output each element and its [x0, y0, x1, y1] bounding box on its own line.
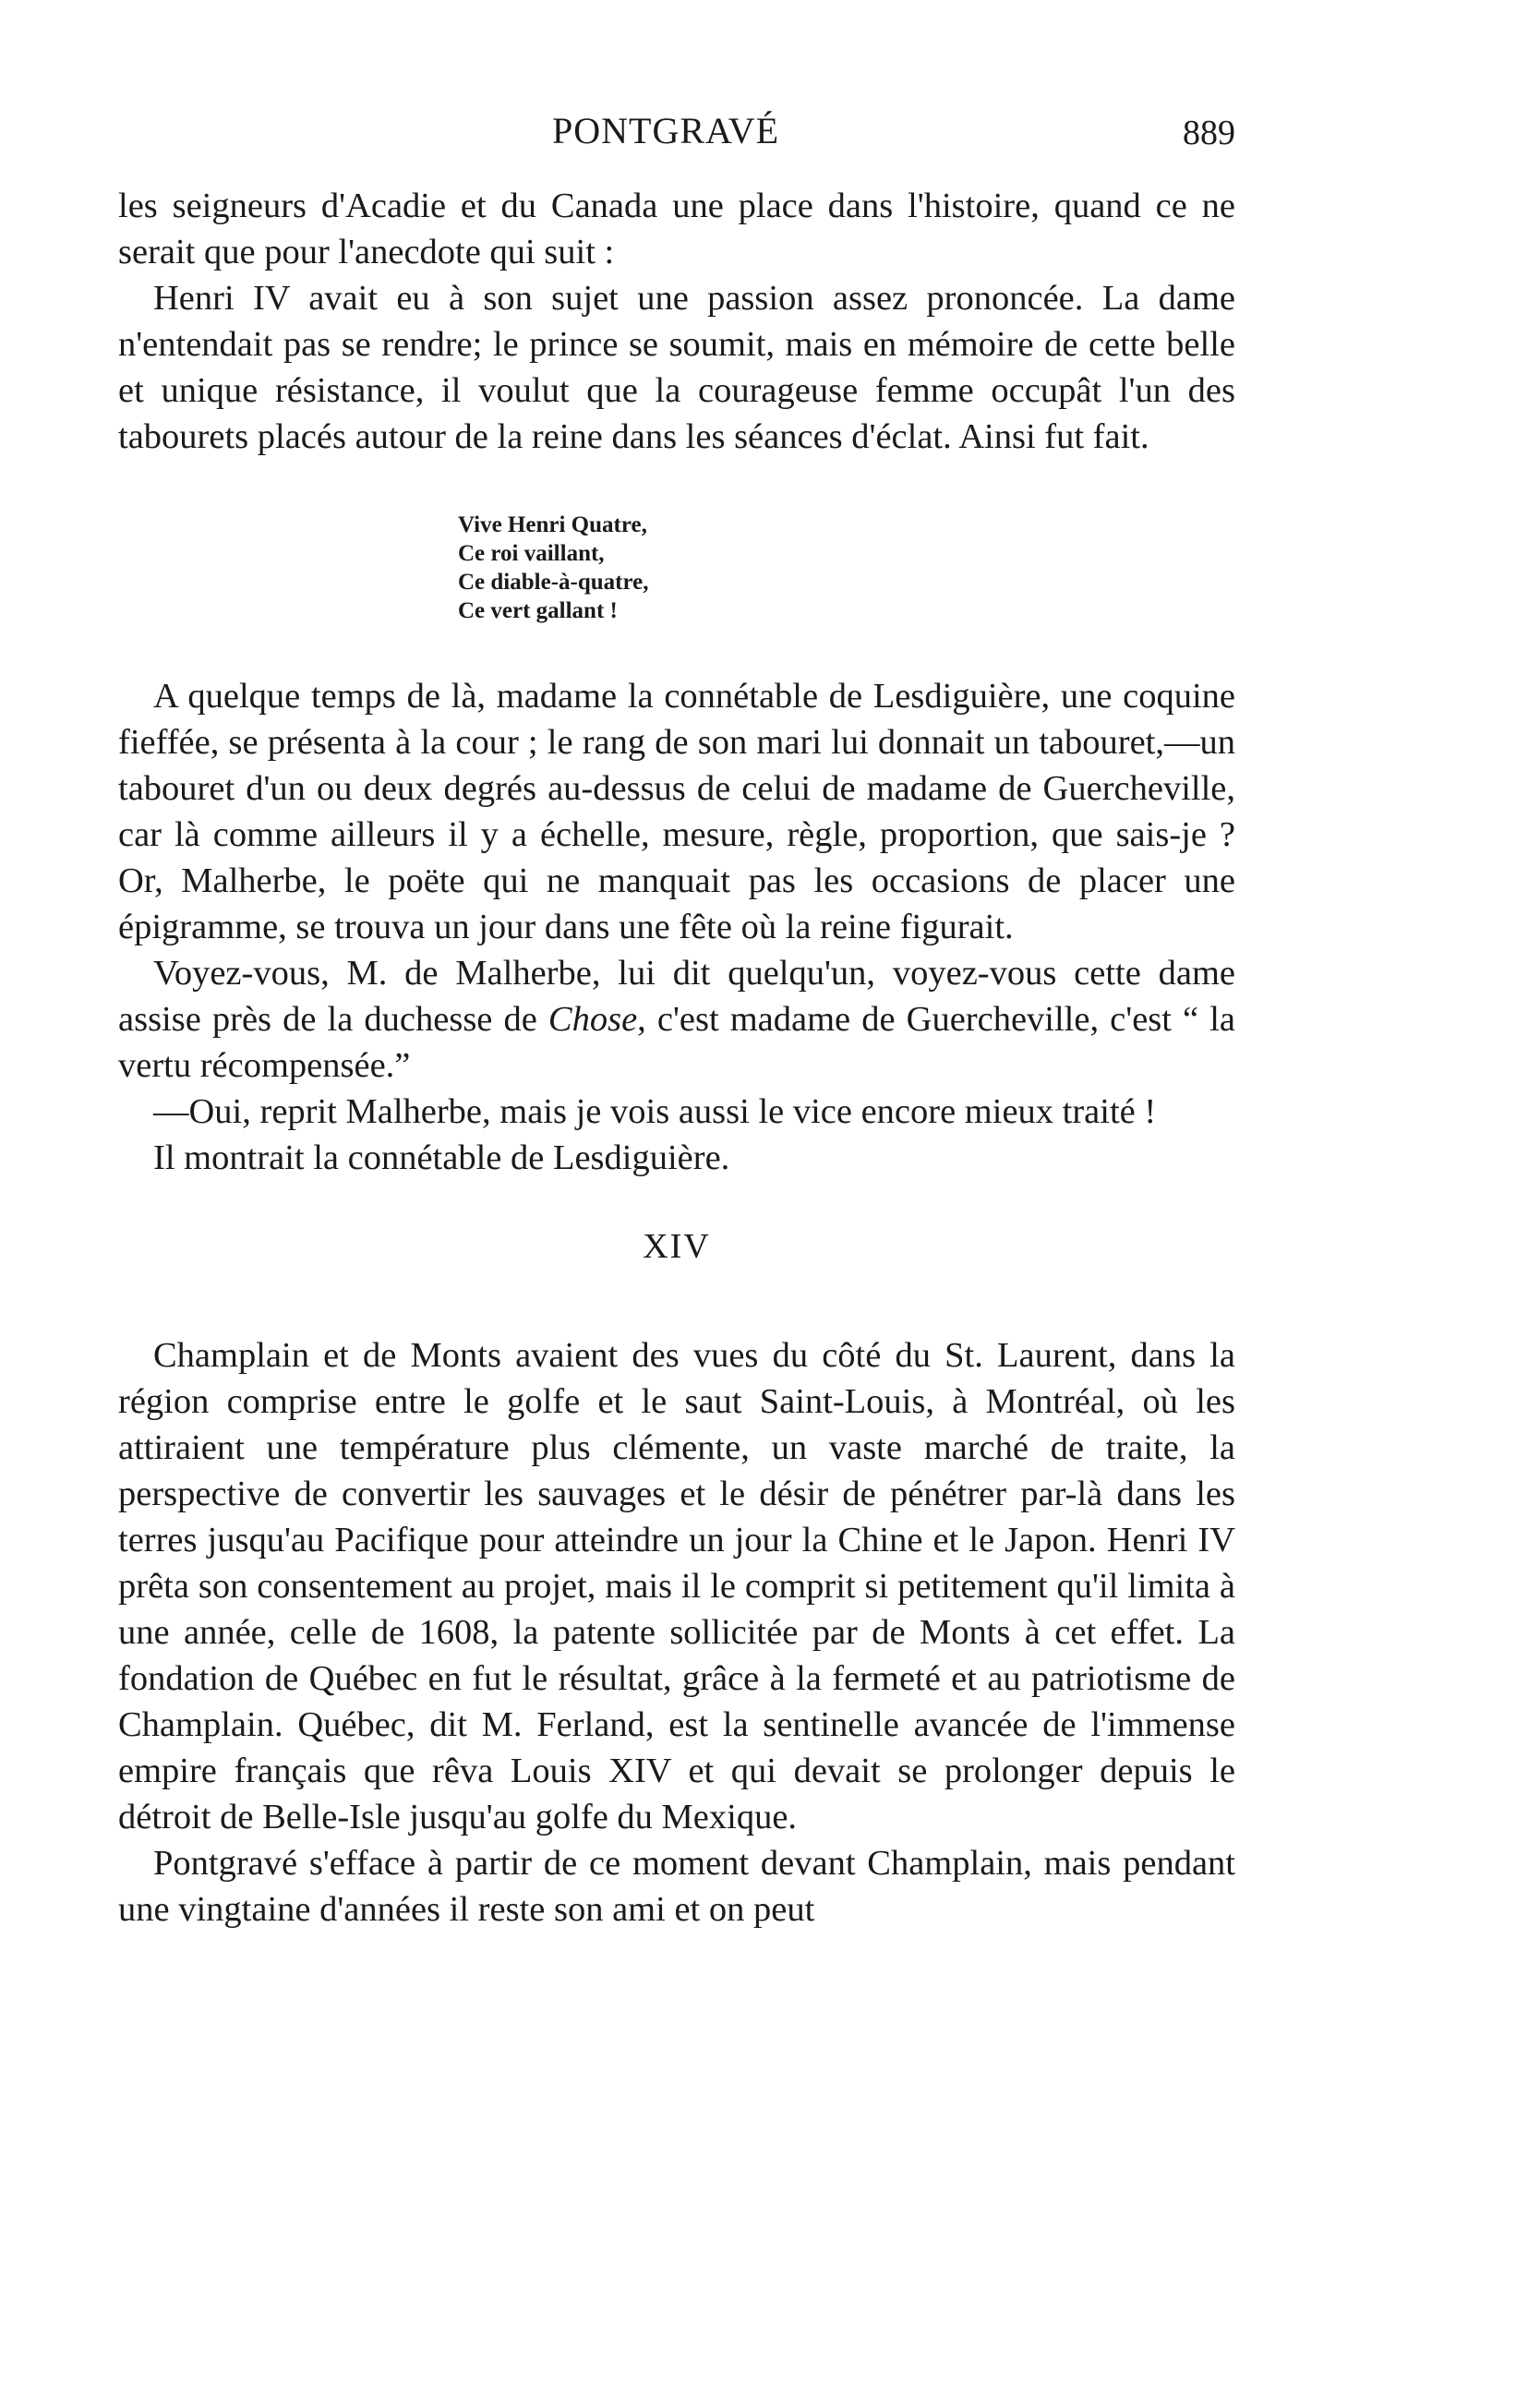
- page-header: [118, 109, 1235, 155]
- body-text: [118, 183, 1235, 1932]
- section-heading: XIV: [643, 1227, 711, 1266]
- paragraph-champlain: Champlain et de Monts avaient des vues du côté du St. Laurent, dans la région comprise entre le golfe et le saut Saint-Louis, à Montréal, où les attiraient une température plus clémente, un vaste marché de traite, la perspective de convertir les sauvages et le désir de pénétrer par-là dans les terres jusqu'au Pacifique pour atteindre un jour la Chine et le Japon. Henri IV prêta son consentement au projet, mais il le comprit si petitement qu'il limita à une année, celle de 1608, la patente sollicitée par de Monts à cet effet. La fondation de Québec en fut le résultat, grâce à la fermeté et au patriotisme de Champlain. Québec, dit M. Ferland, est la sentinelle avancée de l'immense empire français que rêva Louis XIV et qui devait se prolonger depuis le détroit de Belle-Isle jusqu'au golfe du Mexique.: [118, 1336, 1235, 1836]
- poem-line: Ce diable-à-quatre,: [458, 570, 649, 595]
- poem-line: Ce vert gallant !: [458, 598, 618, 623]
- poem-line: Ce roi vaillant,: [458, 541, 605, 566]
- paragraph-continuation: les seigneurs d'Acadie et du Canada une place dans l'histoire, quand ce ne serait que pour l'anecdote qui suit :: [118, 187, 1235, 271]
- text-run: Voyez-vous, M. de Malherbe, lui dit quelqu'un, voyez-vous cette dame assise près de la duchesse de: [118, 954, 1235, 1039]
- paragraph-closing-line: Il montrait la connétable de Lesdiguière.: [153, 1138, 730, 1177]
- paragraph-malherbe-question: [118, 950, 1235, 1089]
- paragraph-pontgrave: Pontgravé s'efface à partir de ce moment devant Champlain, mais pendant une vingtaine d'années il reste son ami et on peut: [118, 1844, 1235, 1929]
- poem-line: Vive Henri Quatre,: [458, 512, 647, 537]
- running-title: PONTGRAVÉ: [552, 110, 780, 151]
- poem: [458, 511, 1235, 625]
- italic-word: Chose: [547, 1000, 638, 1039]
- paragraph-lesdiguiere: A quelque temps de là, madame la connétable de Lesdiguière, une coquine fieffée, se présenta à la cour ; le rang de son mari lui donnait un tabouret,—un tabouret d'un ou deux degrés au-dessus de celui de madame de Guercheville, car là comme ailleurs il y a échelle, mesure, règle, proportion, que sais-je ? Or, Malherbe, le poëte qui ne manquait pas les occasions de placer une épigramme, se trouva un jour dans une fête où la reine figurait.: [118, 677, 1235, 946]
- paragraph-henri-iv: Henri IV avait eu à son sujet une passion assez prononcée. La dame n'entendait pas se rendre; le prince se soumit, mais en mémoire de cette belle et unique résistance, il voulut que la courageuse femme occupât l'un des tabourets placés autour de la reine dans les séances d'éclat. Ainsi fut fait.: [118, 279, 1235, 456]
- paragraph-malherbe-reply: —Oui, reprit Malherbe, mais je vois aussi le vice encore mieux traité !: [153, 1092, 1157, 1131]
- text-run: , c'est madame de Guercheville, c'est “ la vertu récompensée.”: [118, 1000, 1235, 1085]
- page-number: 889: [1183, 114, 1235, 152]
